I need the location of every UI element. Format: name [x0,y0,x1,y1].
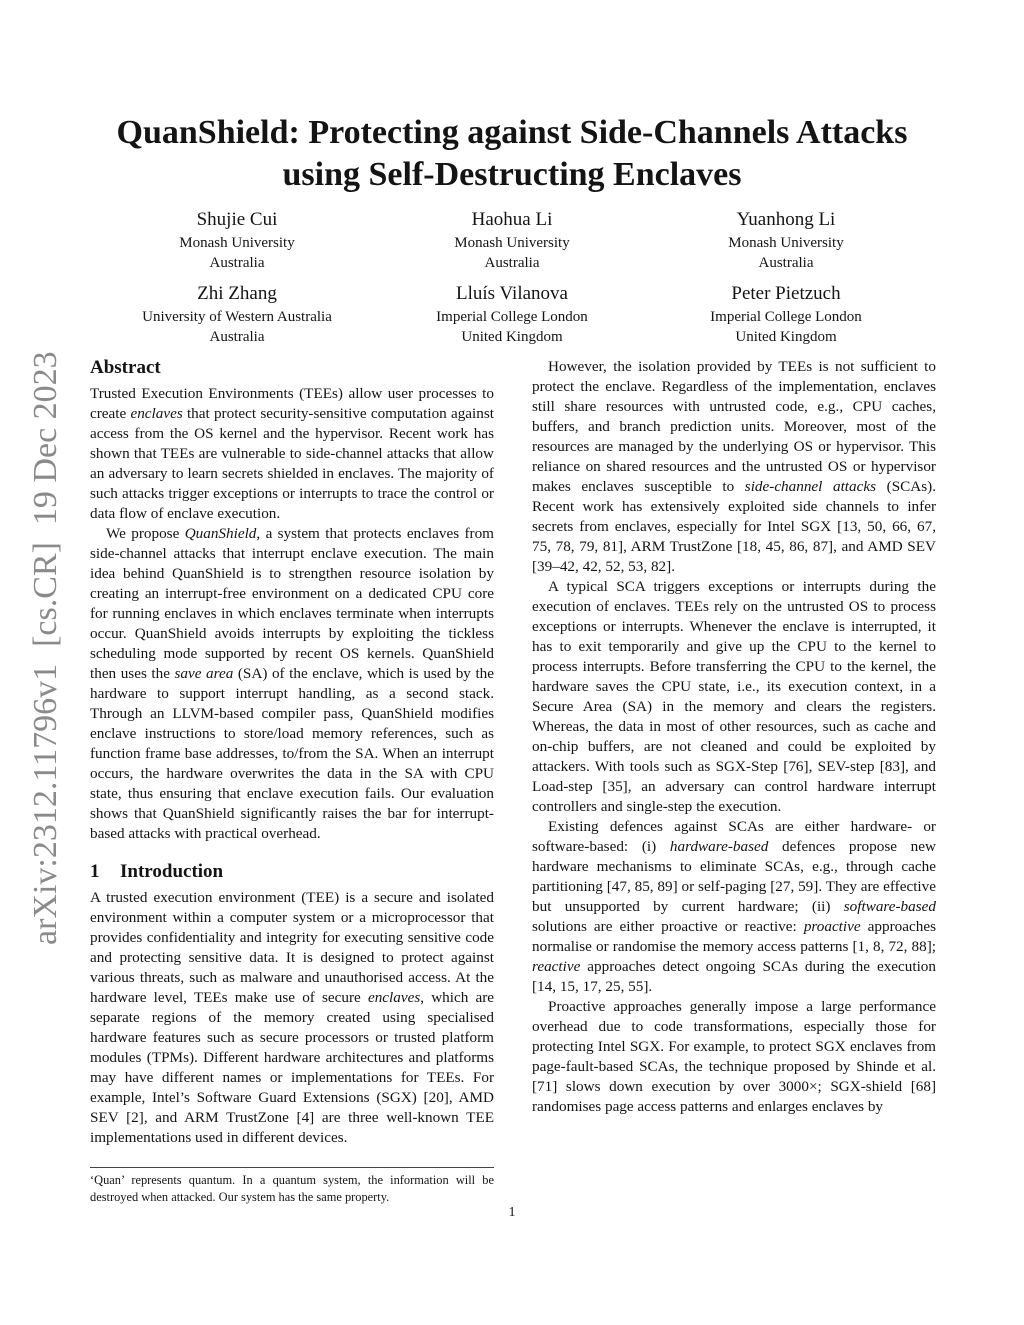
author-block [87,207,387,273]
text-run: that protect security-sensitive computation against access from the OS kernel and the hypervisor. Recent work has shown that TEEs are vulnerable to side-channel attacks that allow an adversary to learn secrets shielded in enclaves. The majority of such attacks trigger exceptions or interrupts to trace the control or data flow of enclave execution. [90,405,494,522]
author-affiliation: Monash University [179,235,295,251]
author-country: United Kingdom [461,329,563,345]
author-name: Shujie Cui [196,209,278,230]
text-run: approaches normalise or randomise the memory access patterns [1, 8, 72, 88]; [532,918,936,955]
author-affiliation: Imperial College London [436,309,588,325]
abstract-paragraph [90,384,494,524]
author-country: Australia [484,255,540,271]
author-name: Haohua Li [471,209,553,230]
section-number: 1 [90,861,100,882]
abstract-heading: Abstract [90,357,161,378]
emphasis-text: QuanShield [184,525,257,542]
text-run: A trusted execution environment (TEE) is a secure and isolated environment within a computer system or a microprocessor that provides confidentiality and integrity for executing sensitive code and protecting sensitive data. It is designed to protect against various threats, such as malware and unauthorised access. At the hardware level, TEEs make use of secure [90,889,494,1006]
text-run: , which are separate regions of the memory created using specialised hardware features such as secure processors or trusted platform modules (TPMs). Different hardware architectures and platforms may have different names or implementations for TEEs. For example, Intel’s Software Guard Extensions (SGX) [20], AMD SEV [2], and ARM TrustZone [4] are three well-known TEE implementations used in different devices. [90,989,495,1146]
text-run: , a system that protects enclaves from side-channel attacks that interrupt enclave execution. The main idea behind QuanShield is to strengthen resource isolation by creating an interrupt-free environment on a dedicated CPU core for running enclaves in which enclaves terminate when interrupts occur. QuanShield avoids interrupts by exploiting the tickless scheduling mode supported by recent OS kernels. QuanShield then uses the [90,525,494,682]
footnote: ‘Quan’ represents quantum. In a quantum system, the information will be destroyed when attacked. Our system has the same property. [90,1167,494,1206]
author-name: Zhi Zhang [197,283,277,304]
text-run: However, the isolation provided by TEEs is not sufficient to protect the enclave. Regardless of the implementation, enclaves still share resources with untrusted code, e.g., CPU caches, buffers, and branch prediction units. Moreover, most of the resources are managed by the underlying OS or hypervisor. This reliance on shared resources and the untrusted OS or hypervisor makes enclaves susceptible to [532,358,936,495]
author-block [636,281,936,347]
text-run: approaches detect ongoing SCAs during the execution [14, 15, 17, 25, 55]. [532,958,936,995]
emphasis-text: side-channel attacks [744,478,877,495]
left-column [90,356,494,1148]
body-paragraph [532,817,936,997]
text-run: We propose [106,525,185,542]
arxiv-identifier-stamp [18,350,68,950]
author-name: Peter Pietzuch [731,283,841,304]
arxiv-identifier-text: arXiv:2312.11796v1 [cs.CR] 19 Dec 2023 [27,351,64,945]
emphasis-text: proactive [803,918,861,935]
body-paragraph: Proactive approaches generally impose a large performance overhead due to code transformations, especially those for protecting Intel SGX. For example, to protect SGX enclaves from page-fault-based SCAs, the technique proposed by Shinde et al. [71] slows down execution by over 3000×; SGX-shield [68] randomises page access patterns and enlarges enclaves by [532,998,936,1115]
author-name: Yuanhong Li [736,209,836,230]
section-heading [90,860,494,884]
emphasis-text: software-based [843,898,936,915]
text-run: solutions are either proactive or reactive: [532,918,804,935]
body-paragraph [90,888,494,1148]
emphasis-text: enclaves [130,405,183,422]
author-block [636,207,936,273]
author-block [362,207,662,273]
section-title: Introduction [120,861,224,882]
author-country: Australia [758,255,814,271]
title-line-1: QuanShield: Protecting against Side-Channels Attacks [116,114,908,151]
emphasis-text: enclaves [367,989,421,1006]
body-paragraph: A typical SCA triggers exceptions or interrupts during the execution of enclaves. TEEs rely on the untrusted OS to process exceptions or interrupts. Whenever the enclave is interrupted, it has to exit temporarily and give up the CPU to the kernel to process interrupts. Before transferring the CPU to the kernel, the hardware saves the CPU state, i.e., its execution context, in a Secure Area (SA) in the memory and clears the registers. Whereas, the data in most of other resources, such as cache and on-chip buffers, are not cleaned and could be exploited by attackers. With tools such as SGX-Step [76], SEV-step [83], and Load-step [35], an adversary can control hardware interrupt controllers and single-step the execution. [532,578,936,815]
text-run: Trusted Execution Environments (TEEs) allow user processes to create [90,385,494,422]
text-run: (SA) of the enclave, which is used by the hardware to support interrupt handling, as a second stack. Through an LLVM-based compiler pass, QuanShield modifies enclave instructions to store/load memory references, such as function frame base addresses, to/from the SA. When an interrupt occurs, the hardware overwrites the data in the SA with CPU state, thus ensuring that enclave execution fails. Our evaluation shows that QuanShield significantly raises the bar for interrupt-based attacks with practical overhead. [90,665,495,842]
title-line-2: using Self-Destructing Enclaves [282,156,742,193]
author-name: Lluís Vilanova [456,283,568,304]
author-affiliation: University of Western Australia [142,309,332,325]
emphasis-text: reactive [532,958,581,975]
author-country: Australia [209,329,265,345]
emphasis-text: save area [174,665,234,682]
emphasis-text: hardware-based [669,838,769,855]
text-run: defences propose new hardware mechanisms to eliminate SCAs, e.g., through cache partitioning [47, 85, 89] or self-paging [27, 59]. They are effective but unsupported by current hardware; (ii) [532,838,936,915]
body-paragraph [532,357,936,577]
author-country: Australia [209,255,265,271]
paper-title [90,112,934,196]
page-number: 1 [508,1205,516,1220]
author-country: United Kingdom [735,329,837,345]
author-affiliation: Monash University [728,235,844,251]
text-run: (SCAs). Recent work has extensively exploited side channels to infer secrets from enclaves, especially for Intel SGX [13, 50, 66, 67, 75, 78, 79, 81], ARM TrustZone [18, 45, 86, 87], and AMD SEV [39–42, 42, 52, 53, 82]. [532,478,936,575]
right-column [532,357,936,1117]
text-run: Existing defences against SCAs are either hardware- or software-based: (i) [532,818,936,855]
author-affiliation: Imperial College London [710,309,862,325]
author-block [362,281,662,347]
author-affiliation: Monash University [454,235,570,251]
author-block [87,281,387,347]
abstract-paragraph [90,524,494,844]
